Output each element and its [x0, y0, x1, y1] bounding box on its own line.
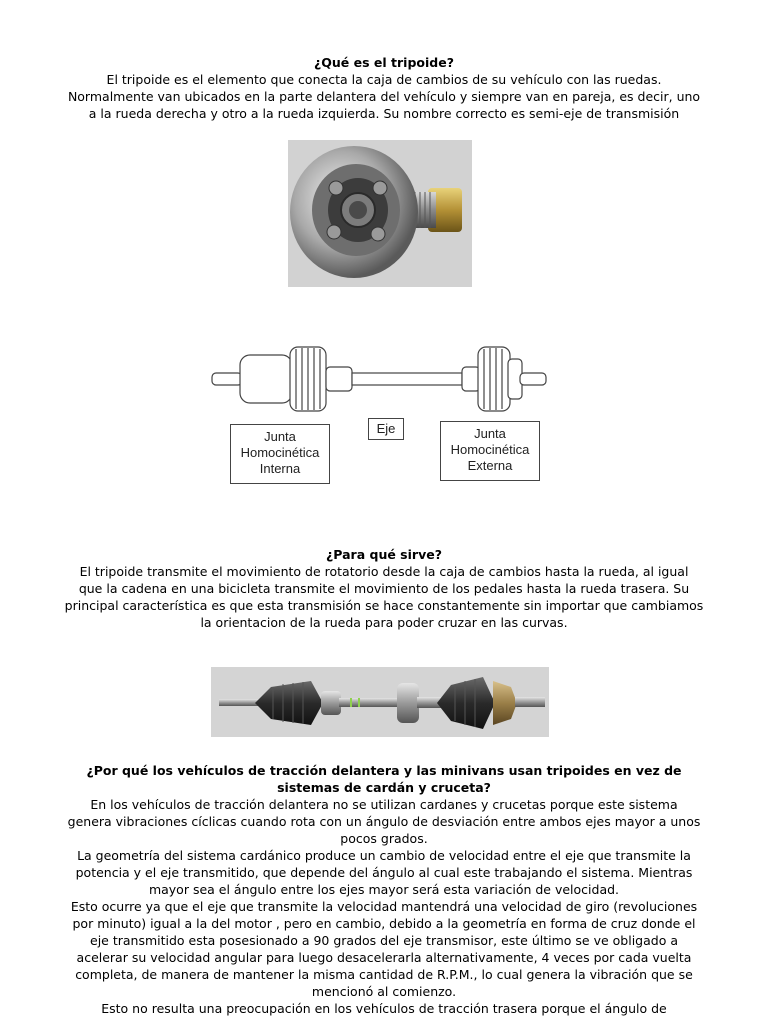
heading-what-for: ¿Para qué sirve? — [326, 547, 442, 562]
paragraph-what-for: El tripoide transmite el movimiento de rotatorio desde la caja de cambios hasta la rueda, al igual que la cadena en una bicicleta transmite el movimiento de los pedales hasta la rueda trasera. Su principal característica es que esta transmisión se hace constantemente sin importar que cambiamos la orientacion de la rueda para poder cruzar en las curvas. — [64, 564, 704, 630]
label-shaft: Eje — [368, 418, 404, 440]
label-outer-joint: Junta Homocinética Externa — [440, 421, 540, 481]
label-inner-joint: Junta Homocinética Interna — [230, 424, 330, 484]
heading-why-tripods: ¿Por qué los vehículos de tracción delantera y las minivans usan tripoides en vez de sistemas de cardán y cruceta? — [86, 763, 682, 795]
driveshaft-diagram — [210, 345, 550, 415]
paragraph-why-tripods: En los vehículos de tracción delantera no se utilizan cardanes y crucetas porque este sistema genera vibraciones cíclicas cuando rota con un ángulo de desviación entre ambos ejes mayor a unos pocos grados. La geometría del sistema cardánico produce un cambio de velocidad entre el eje que transmite la potencia y el eje transmitido, que depende del ángulo al cual este trabajando el sistema. Mientras mayor sea el ángulo entre los ejes mayor será esta variación de velocidad. Esto ocurre ya que el eje que transmite la velocidad mantendrá una velocidad de giro (revoluciones por minuto) igual a la del motor , pero en cambio, debido a la geometría en forma de cruz donde el eje transmitido esta posesionado a 90 grados del eje transmisor, este último se ve obligado a acelerar su velocidad angular para luego desacelerarla alternativamente, 4 veces por cada vuelta completa, de manera de mantener la misma cantidad de R.P.M., lo cual genera la vibración que se mencionó al comienzo. Esto no resulta una preocupación en los vehículos de tracción trasera porque el ángulo de — [67, 797, 701, 1016]
heading-what-is: ¿Qué es el tripoide? — [314, 55, 454, 70]
paragraph-what-is: El tripoide es el elemento que conecta la caja de cambios de su vehículo con las ruedas. Normalmente van ubicados en la parte delantera del vehículo y siempre van en pareja, es decir, uno a la rueda derecha y otro a la rueda izquierda. Su nombre correcto es semi-eje de transmisión — [67, 72, 701, 121]
cv-joint-photo — [288, 140, 472, 287]
driveshaft-photo — [211, 667, 549, 737]
